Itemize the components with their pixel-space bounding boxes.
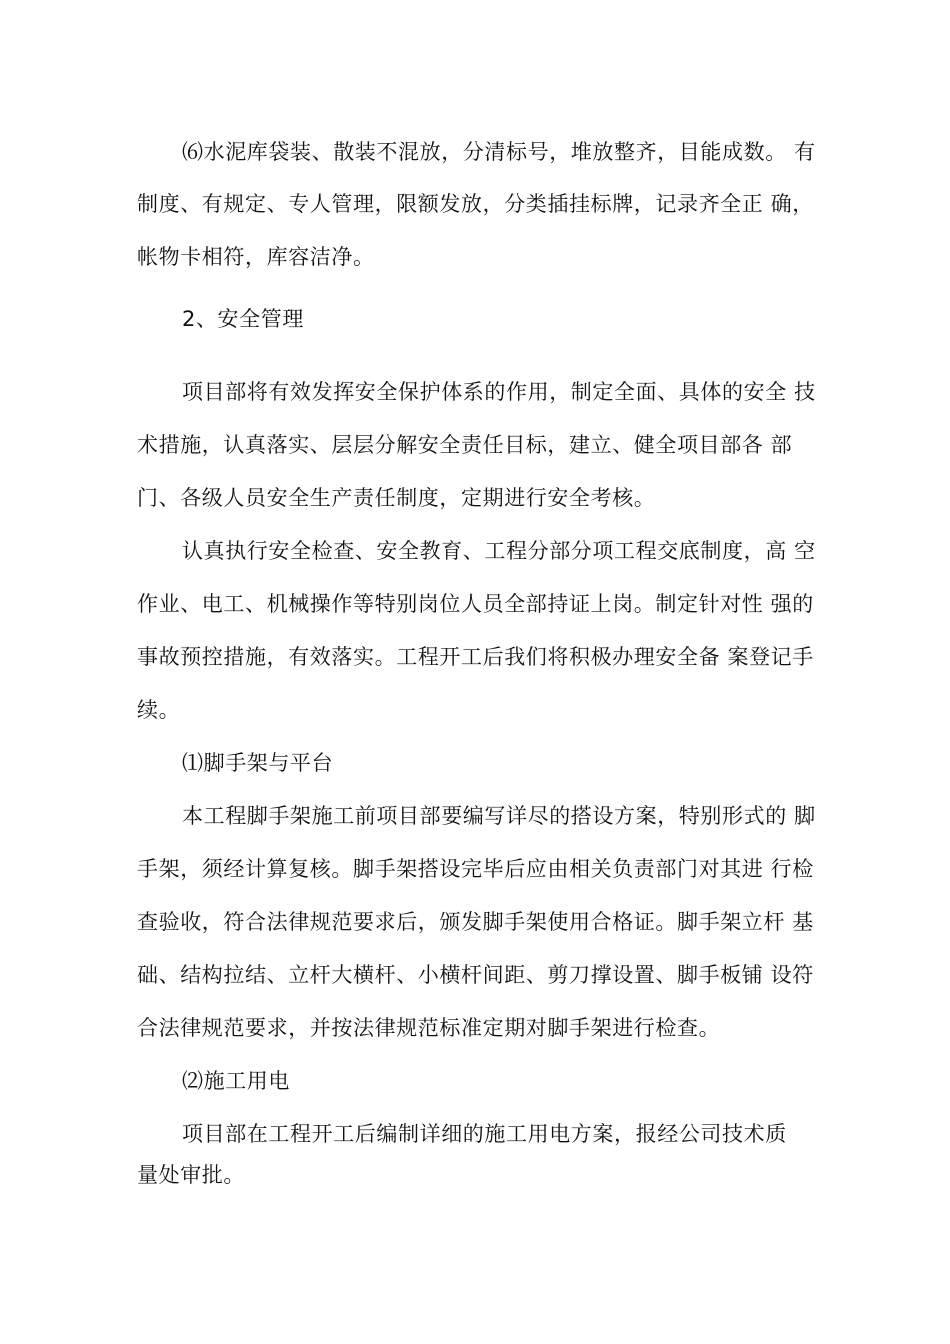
p5-line-2: 量处审批。	[137, 1163, 245, 1187]
p4-line-2: 手架，须经计算复核。脚手架搭设完毕后应由相关负责部门对其进 行检	[137, 857, 814, 881]
p5-line-1: 项目部在工程开工后编制详细的施工用电方案，报经公司技术质	[182, 1122, 787, 1146]
p4-line-3: 查验收，符合法律规范要求后，颁发脚手架使用合格证。脚手架立杆 基	[137, 910, 814, 934]
p2-line-1: 项目部将有效发挥安全保护体系的作用，制定全面、具体的安全 技	[182, 380, 816, 404]
p1-line-2: 制度、有规定、专人管理，限额发放，分类插挂标牌，记录齐全正 确，	[137, 192, 814, 216]
section-heading-scaffold: ⑴脚手架与平台	[182, 751, 334, 775]
p4-line-1: 本工程脚手架施工前项目部要编写详尽的搭设方案，特别形式的 脚	[182, 804, 816, 828]
p3-line-3: 事故预控措施，有效落实。工程开工后我们将积极办理安全备 案登记手	[137, 645, 814, 669]
section-heading-power: ⑵施工用电	[182, 1069, 290, 1093]
p3-line-2: 作业、电工、机械操作等特别岗位人员全部持证上岗。制定针对性 强的	[137, 592, 814, 616]
p4-line-4: 础、结构拉结、立杆大横杆、小横杆间距、剪刀撑设置、脚手板铺 设符	[137, 963, 814, 987]
section-heading-safety: 2、安全管理	[182, 307, 304, 331]
p3-line-1: 认真执行安全检查、安全教育、工程分部分项工程交底制度，高 空	[182, 539, 816, 563]
p1-line-1: ⑹水泥库袋装、散装不混放，分清标号，堆放整齐，目能成数。 有	[182, 140, 816, 164]
p2-line-2: 术措施，认真落实、层层分解安全责任目标，建立、健全项目部各 部	[137, 433, 793, 457]
p2-line-3: 门、各级人员安全生产责任制度，定期进行安全考核。	[137, 486, 656, 510]
p1-line-3: 帐物卡相符，库容洁净。	[137, 245, 375, 269]
p3-line-4: 续。	[137, 698, 181, 722]
p4-line-5: 合法律规范要求，并按法律规范标准定期对脚手架进行检查。	[137, 1016, 721, 1040]
